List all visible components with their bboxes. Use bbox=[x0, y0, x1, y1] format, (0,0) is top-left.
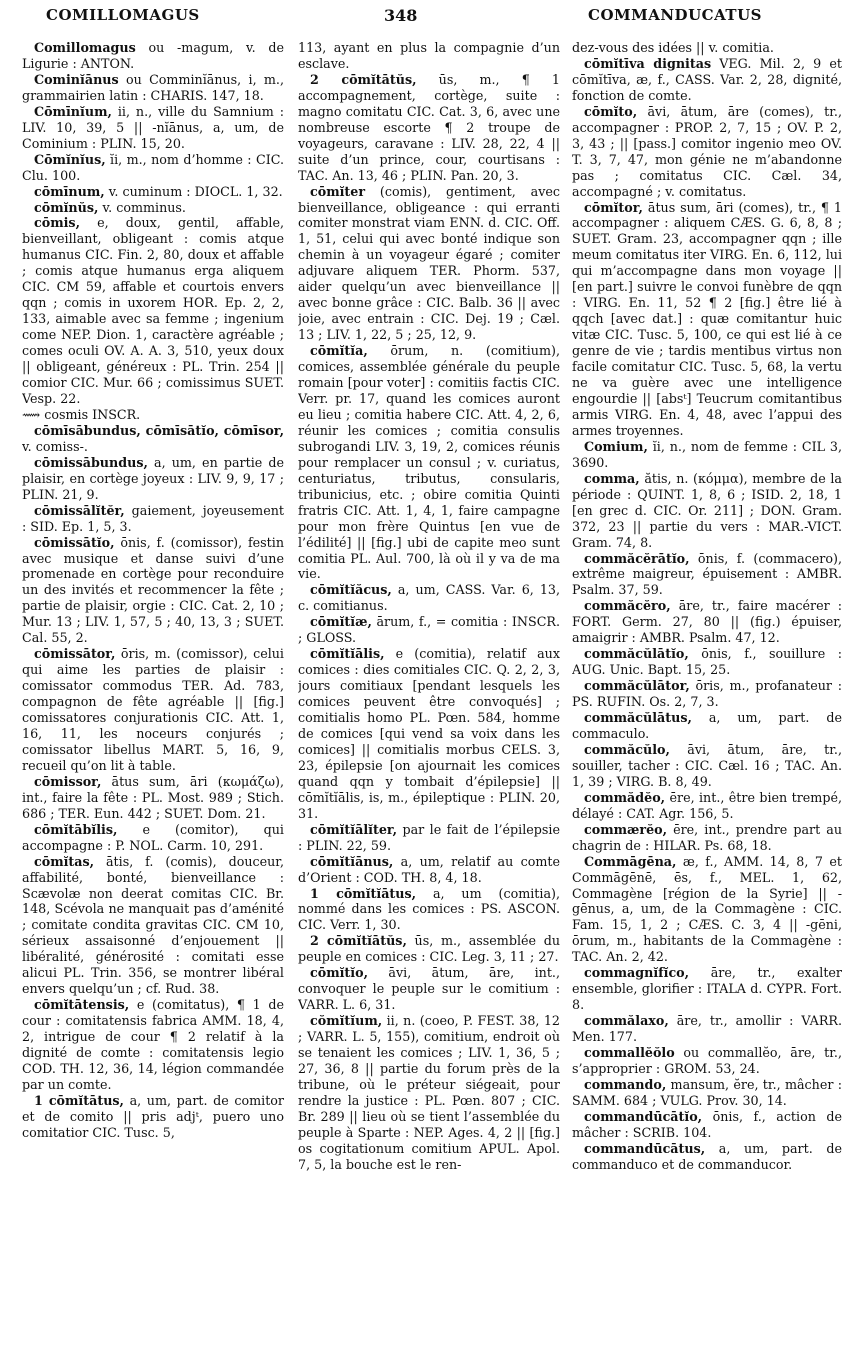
entry-headword: cōmĭtĭo, bbox=[310, 965, 368, 981]
entry-definition: a, um, relatif au comte d’Orient : COD. TH. 8, 4, 18. bbox=[298, 853, 560, 885]
dictionary-entry bbox=[22, 40, 284, 72]
entry-headword: cōmissātor, bbox=[34, 646, 116, 662]
column-2 bbox=[298, 40, 560, 1352]
page-number: 348 bbox=[384, 6, 418, 25]
entry-definition: ii, n. (coeo, P. FEST. 38, 12 ; VARR. L. 5, 155), comitium, endroit où se tenaient les comices ; LIV. 1, 36, 5 ; 27, 36, 8 || partie du forum près de la tribune, où le préteur siégeait, pour rendre la justice : PL. Pœn. 807 ; CIC. Br. 289 || lieu où se tient l’assemblée du peuple à Sparte : NEP. Ages. 4, 2 || [fig.] os cogitationum comitium APUL. Apol. 7, 5, la bouche est le ren- bbox=[298, 1013, 560, 1172]
dictionary-entry bbox=[298, 40, 560, 72]
column-3 bbox=[572, 40, 842, 1352]
entry-definition: ĭi, m., nom d’homme : CIC. Clu. 100. bbox=[22, 151, 284, 183]
entry-headword: commăcŭlātĭo, bbox=[584, 646, 689, 662]
entry-headword: commăcĕro, bbox=[584, 598, 671, 614]
dictionary-entry bbox=[572, 1109, 842, 1141]
entry-definition: a, um (comitia), nommé dans les comices : PS. ASCON. CIC. Verr. 1, 30. bbox=[298, 885, 560, 933]
entry-headword: commærĕo, bbox=[584, 821, 668, 837]
entry-definition: ōnis, f. (comissor), festin avec musique et danse suivi d’une promenade en cortège pour reconduire un des invités et recommencer la fête ; partie de plaisir, orgie : CIC. Cat. 2, 10 ; Mur. 13 ; LIV. 1, 57, 5 ; 40, 13, 3 ; SUET. Cal. 55, 2. bbox=[22, 534, 284, 646]
entry-definition: ou commallĕo, āre, tr., s’approprier : GROM. 53, 24. bbox=[572, 1045, 842, 1076]
column-1 bbox=[22, 40, 284, 1352]
entry-headword: cōmissābundus, bbox=[34, 454, 148, 470]
dictionary-entry bbox=[22, 1093, 284, 1141]
entry-definition: v. comminus. bbox=[98, 199, 186, 215]
entry-definition: a, um, CASS. Var. 6, 13, c. comitianus. bbox=[298, 582, 560, 614]
entry-headword: comma, bbox=[584, 470, 640, 486]
dictionary-entry bbox=[572, 200, 842, 439]
entry-headword: cōmĭtĭa, bbox=[310, 343, 368, 359]
entry-headword: commandūcātĭo, bbox=[584, 1108, 703, 1124]
dictionary-entry bbox=[298, 933, 560, 965]
dictionary-entry bbox=[22, 407, 284, 423]
entry-definition: v. comiss-. bbox=[22, 438, 88, 454]
entry-definition: ōris, m., profanateur : PS. RUFIN. Os. 2, 7, 3. bbox=[572, 678, 842, 710]
entry-headword: cōmĭtĭăcus, bbox=[310, 582, 392, 598]
dictionary-entry bbox=[572, 471, 842, 551]
dictionary-entry bbox=[298, 184, 560, 344]
entry-headword: commando, bbox=[584, 1076, 667, 1092]
entry-headword: cŏmĭtĭum, bbox=[310, 1013, 383, 1029]
dictionary-entry bbox=[572, 104, 842, 200]
entry-headword: Comium, bbox=[584, 438, 648, 454]
entry-definition: a, um, en partie de plaisir, en cortège joyeux : LIV. 9, 9, 17 ; PLIN. 21, 9. bbox=[22, 454, 284, 502]
entry-definition: ou Comminĭānus, i, m., grammairien latin : CHARIS. 147, 18. bbox=[22, 71, 284, 103]
dictionary-entry bbox=[572, 1045, 842, 1077]
dictionary-entry bbox=[22, 646, 284, 774]
entry-headword: 1 cōmĭtātus, bbox=[34, 1092, 124, 1108]
entry-definition: āre, tr., faire macérer : FORT. Germ. 27, 80 || (fig.) épuiser, amaigrir : AMBR. Psalm. 47, 12. bbox=[572, 598, 842, 646]
dictionary-entry bbox=[298, 854, 560, 886]
entry-definition: ĭi, n., nom de femme : CIL 3, 3690. bbox=[572, 438, 842, 470]
dictionary-entry bbox=[572, 854, 842, 966]
entry-definition: āvi, ātum, āre, int., convoquer le peuple sur le comitium : VARR. L. 6, 31. bbox=[298, 965, 560, 1013]
entry-headword: cōmissātĭo, bbox=[34, 534, 115, 550]
dictionary-entry bbox=[22, 423, 284, 455]
dictionary-entry bbox=[572, 1013, 842, 1045]
entry-headword: cōmĭtātensis, bbox=[34, 997, 130, 1013]
entry-definition: āre, tr., exalter ensemble, glorifier : ITALA d. CYPR. Fort. 8. bbox=[572, 965, 842, 1013]
dictionary-entry bbox=[572, 1077, 842, 1109]
dictionary-entry bbox=[572, 710, 842, 742]
dictionary-entry bbox=[22, 72, 284, 104]
entry-definition: e, doux, gentil, affable, bienveillant, obligeant : comis atque humanus CIC. Fin. 2, 80, doux et affable ; comis atque humanus erga aliquem CIC. CM 59, affable et courtois envers qqn ; comis in uxorem HOR. Ep. 2, 2, 133, aimable avec sa femme ; ingenium come NEP. Dion. 1, caractère agréable ; comes oculi OV. A. A. 3, 510, yeux doux || obligeant, généreux : PL. Trin. 254 || comior CIC. Mur. 66 ; comissimus SUET. Vesp. 22. bbox=[22, 215, 284, 406]
entry-headword: commandūcātus, bbox=[584, 1140, 706, 1156]
dictionary-entry bbox=[22, 854, 284, 998]
entry-definition: ēre, int., prendre part au chagrin de : HILAR. Ps. 68, 18. bbox=[572, 821, 842, 853]
entry-headword: cōmĭtīva dignitas bbox=[584, 55, 712, 71]
dictionary-entry bbox=[298, 646, 560, 821]
entry-definition: āvi, ātum, āre, tr., souiller, tacher : CIC. Cæl. 16 ; TAC. An. 1, 39 ; VIRG. B. 8, 49. bbox=[572, 741, 842, 789]
dictionary-entry bbox=[298, 614, 560, 646]
dictionary-entry bbox=[572, 56, 842, 104]
entry-headword: cōmis, bbox=[34, 215, 80, 231]
entry-definition: ōrum, n. (comitium), comices, assemblée générale du peuple romain [pour voter] : comitiis factis CIC. Verr. pr. 17, quand les comices auront eu lieu ; comitia habere CIC. Att. 4, 2, 6, réunir les comices ; comitia consulis subrogandi LIV. 3, 19, 2, comices réunis pour remplacer un consul ; v. curiatus, centuriatus, tributus, consularis, tribunicius, etc. ; obire comitia Quinti fratris CIC. Att. 1, 4, 1, faire campagne pour mon frère Quintus [en vue de l’édilité] || [fig.] ubi de capite meo sunt comitia PL. Aul. 700, là où il y va de ma vie. bbox=[298, 343, 560, 582]
entry-definition: ēre, int., être bien trempé, délayé : CAT. Agr. 156, 5. bbox=[572, 789, 842, 821]
dictionary-entry bbox=[298, 886, 560, 934]
entry-headword: commălaxo, bbox=[584, 1013, 669, 1029]
dictionary-entry bbox=[298, 1013, 560, 1173]
entry-definition: ătis, n. (κόμμα), membre de la période : QUINT. 1, 8, 6 ; ISID. 2, 18, 1 [en grec d. CIC. Or. 211] ; DON. Gram. 372, 23 || partie du vers : MAR.-VICT. Gram. 74, 8. bbox=[572, 470, 842, 550]
entry-definition: a, um, part. de commaculo. bbox=[572, 710, 842, 741]
entry-definition: ūs, m., assemblée du peuple en comices : CIC. Leg. 3, 11 ; 27. bbox=[298, 933, 560, 965]
dictionary-entry bbox=[298, 965, 560, 1013]
entry-headword: 1 cōmĭtĭātus, bbox=[310, 885, 417, 901]
dictionary-entry bbox=[572, 678, 842, 710]
dictionary-entry bbox=[22, 184, 284, 200]
dictionary-entry bbox=[22, 215, 284, 406]
entry-definition: ⟿ cosmis INSCR. bbox=[22, 406, 141, 422]
entry-definition: āvi, ātum, āre (comes), tr., accompagner : PROP. 2, 7, 15 ; OV. P. 2, 3, 43 ; || [pass.] comitor ingenio meo OV. T. 3, 7, 47, mon génie ne m’abandonne pas ; comitatus CIC. Cæl. 34, accompagné ; v. comitatus. bbox=[572, 103, 842, 199]
dictionary-entry bbox=[572, 742, 842, 790]
dictionary-entry bbox=[22, 997, 284, 1093]
entry-headword: cōmīsābundus, cōmīsātĭo, cōmīsor, bbox=[34, 422, 284, 438]
entry-definition: dez-vous des idées || v. comitia. bbox=[572, 40, 774, 55]
dictionary-entry bbox=[572, 40, 842, 56]
dictionary-entry bbox=[22, 455, 284, 503]
entry-definition: ātus sum, āri (comes), tr., ¶ 1 accompagner : aliquem CÆS. G. 6, 8, 8 ; SUET. Gram. 23, accompagner qqn ; ille meum comitatus iter VIRG. En. 6, 112, lui qui m’accompagne dans mon voyage || [en part.] suivre le convoi funèbre de qqn : VIRG. En. 11, 52 ¶ 2 [fig.] être lié à qqch [avec dat.] : quæ comitantur huic vitæ CIC. Tusc. 5, 100, ce qui est lié à ce genre de vie ; tardis mentibus virtus non facile comitatur CIC. Tusc. 5, 68, la vertu ne va guère avec une intelligence engourdie || [absᵗ] Teucrum comitantibus armis VIRG. En. 4, 48, avec l’appui des armes troyennes. bbox=[572, 199, 842, 438]
left-running-head: COMILLOMAGUS bbox=[46, 6, 200, 24]
entry-definition: (comis), gentiment, avec bienveillance, obligeance : qui erranti comiter monstrat viam ENN. d. CIC. Off. 1, 51, celui qui avec bonté indique son chemin à un voyageur égaré ; comiter adjuvare aliquem TER. Phorm. 537, aider quelqu’un avec bienveillance || avec bonne grâce : CIC. Balb. 36 || avec joie, avec entrain : CIC. Dej. 19 ; Cæl. 13 ; LIV. 1, 22, 5 ; 25, 12, 9. bbox=[298, 183, 560, 343]
entry-definition: a, um, part. de commanduco et de commanducor. bbox=[572, 1140, 842, 1172]
dictionary-entry bbox=[22, 535, 284, 647]
dictionary-entry bbox=[572, 439, 842, 471]
entry-definition: ōnis, f., action de mâcher : SCRIB. 104. bbox=[572, 1108, 842, 1140]
entry-definition: ōnis, f., souillure : AUG. Unic. Bapt. 15, 25. bbox=[572, 646, 842, 678]
entry-headword: cōmĭtĭālĭter, bbox=[310, 821, 398, 837]
entry-definition: VEG. Mil. 2, 9 et cōmĭtīva, æ, f., CASS. Var. 2, 28, dignité, fonction de comte. bbox=[572, 55, 842, 103]
entry-definition: ātis, f. (comis), douceur, affabilité, bonté, bienveillance : Scævolæ non deerat comitas CIC. Br. 148, Scévola ne manquait pas d’aménité ; comitate condita gravitas CIC. CM 10, sérieux assaisonné d’enjouement || libéralité, générosité : comitati esse alicui PL. Trin. 356, se montrer libéral envers quelqu’un ; cf. Rud. 38. bbox=[22, 853, 284, 997]
entry-definition: e (comitor), qui accompagne : P. NOL. Carm. 10, 291. bbox=[22, 821, 284, 853]
entry-definition: par le fait de l’épilepsie : PLIN. 22, 59. bbox=[298, 821, 560, 853]
entry-headword: commădĕo, bbox=[584, 789, 666, 805]
entry-headword: 2 cōmĭtĭātŭs, bbox=[310, 933, 407, 949]
entry-headword: cōmĭtor, bbox=[584, 199, 643, 215]
entry-headword: cōmĭto, bbox=[584, 103, 638, 119]
entry-definition: 113, ayant en plus la compagnie d’un esclave. bbox=[298, 40, 560, 71]
entry-headword: cōmĭtĭālis, bbox=[310, 646, 385, 662]
dictionary-entry bbox=[22, 774, 284, 822]
entry-headword: commallĕŏlo bbox=[584, 1045, 675, 1061]
entry-headword: cōmĭnŭs, bbox=[34, 199, 99, 215]
entry-definition: ou -magum, v. de Ligurie : ANTON. bbox=[22, 40, 284, 71]
dictionary-entry bbox=[298, 72, 560, 184]
dictionary-entry bbox=[22, 822, 284, 854]
entry-definition: mansum, ĕre, tr., mâcher : SAMM. 684 ; VULG. Prov. 30, 14. bbox=[572, 1076, 842, 1108]
entry-definition: ārum, f., = comitia : INSCR. ; GLOSS. bbox=[298, 614, 560, 646]
entry-headword: cōmĭtas, bbox=[34, 853, 95, 869]
dictionary-entry bbox=[298, 822, 560, 854]
entry-headword: commagnĭfĭco, bbox=[584, 965, 690, 981]
entry-headword: cōmĭtĭānus, bbox=[310, 853, 394, 869]
entry-headword: Cominĭānus bbox=[34, 71, 119, 87]
entry-definition: æ, f., AMM. 14, 8, 7 et Commāgēnē, ēs, f., MEL. 1, 62, Commagène [région de la Syrie] || -gēnus, a, um, de la Commagène : CIC. Fam. 15, 1, 2 ; CÆS. C. 3, 4 || -gēni, ōrum, m., habitants de la Commagène : TAC. An. 2, 42. bbox=[572, 853, 842, 965]
dictionary-entry bbox=[572, 1141, 842, 1173]
dictionary-entry bbox=[572, 551, 842, 599]
dictionary-entry bbox=[572, 598, 842, 646]
dictionary-entry bbox=[298, 343, 560, 582]
dictionary-entry bbox=[22, 104, 284, 152]
dictionary-entry bbox=[22, 200, 284, 216]
entry-headword: 2 cōmĭtātŭs, bbox=[310, 71, 417, 87]
entry-definition: ōnis, f. (commacero), extrême maigreur, épuisement : AMBR. Psalm. 37, 59. bbox=[572, 550, 842, 598]
entry-definition: ātus sum, āri (κωμάζω), int., faire la fête : PL. Most. 989 ; Stich. 686 ; TER. Eun. 442 ; SUET. Dom. 21. bbox=[22, 773, 284, 821]
entry-definition: ōris, m. (comissor), celui qui aime les parties de plaisir : comissator commodus TER. Ad. 783, compagnon de fête agréable || [fig.] comissatores conjurationis CIC. Att. 1, 16, 11, les noceurs conjurés ; comissator libellus MART. 5, 16, 9, recueil qu’on lit à table. bbox=[22, 646, 284, 773]
entry-headword: cōmīnum, bbox=[34, 183, 105, 199]
page-header bbox=[0, 6, 858, 30]
entry-definition: ūs, m., ¶ 1 accompagnement, cortège, suite : magno comitatu CIC. Cat. 3, 6, avec une nombreuse escorte ¶ 2 troupe de voyageurs, caravane : LIV. 28, 22, 4 || suite d’un prince, cour, courtisans : TAC. An. 13, 46 ; PLIN. Pan. 20, 3. bbox=[298, 71, 560, 183]
entry-definition: āre, tr., amollir : VARR. Men. 177. bbox=[572, 1013, 842, 1045]
entry-definition: gaiement, joyeusement : SID. Ep. 1, 5, 3. bbox=[22, 502, 284, 534]
entry-definition: ii, n., ville du Samnium : LIV. 10, 39, 5 || -nĭānus, a, um, de Cominium : PLIN. 15, 20. bbox=[22, 103, 284, 151]
entry-headword: cōmĭter bbox=[310, 183, 366, 199]
entry-headword: cōmĭtĭæ, bbox=[310, 614, 372, 630]
entry-headword: Cōmīnĭum, bbox=[34, 103, 112, 119]
entry-headword: commăcŭlo, bbox=[584, 741, 670, 757]
entry-definition: e (comitatus), ¶ 1 de cour : comitatensis fabrica AMM. 18, 4, 2, intrigue de cour ¶ 2 relatif à la dignité de comte : comitatensis legio COD. TH. 12, 36, 14, légion commandée par un comte. bbox=[22, 997, 284, 1092]
entry-headword: cōmissor, bbox=[34, 773, 102, 789]
entry-headword: commăcŭlātor, bbox=[584, 678, 690, 694]
dictionary-entry bbox=[572, 790, 842, 822]
dictionary-entry bbox=[22, 503, 284, 535]
entry-headword: commăcŭlātus, bbox=[584, 710, 692, 726]
entry-headword: commăcĕrātĭo, bbox=[584, 550, 690, 566]
entry-headword: Commāgēna, bbox=[584, 853, 677, 869]
entry-definition: a, um, part. de comitor et de comito || pris adjᵗ, puero uno comitatior CIC. Tusc. 5, bbox=[22, 1092, 284, 1140]
dictionary-entry bbox=[572, 822, 842, 854]
dictionary-entry bbox=[22, 152, 284, 184]
entry-headword: Cōmĭnĭus, bbox=[34, 151, 106, 167]
entry-headword: cōmĭtābĭlis, bbox=[34, 821, 118, 837]
entry-definition: v. cuminum : DIOCL. 1, 32. bbox=[104, 183, 283, 199]
entry-definition: e (comitia), relatif aux comices : dies comitiales CIC. Q. 2, 2, 3, jours comitiaux [pendant lesquels les comices peuvent être convoqués] ; comitialis homo PL. Pœn. 584, homme de comices [qui vend sa voix dans les comices] || comitialis morbus CELS. 3, 23, épilepsie [on ajournait les comices quand qqn y tombait d’épilepsie] || cōmĭtĭālis, is, m., épileptique : PLIN. 20, 31. bbox=[298, 646, 560, 821]
right-running-head: COMMANDUCATUS bbox=[588, 6, 762, 24]
entry-headword: cōmissālĭtĕr, bbox=[34, 502, 125, 518]
dictionary-entry bbox=[298, 582, 560, 614]
dictionary-entry bbox=[572, 646, 842, 678]
dictionary-entry bbox=[572, 965, 842, 1013]
entry-headword: Comillomagus bbox=[34, 40, 136, 55]
